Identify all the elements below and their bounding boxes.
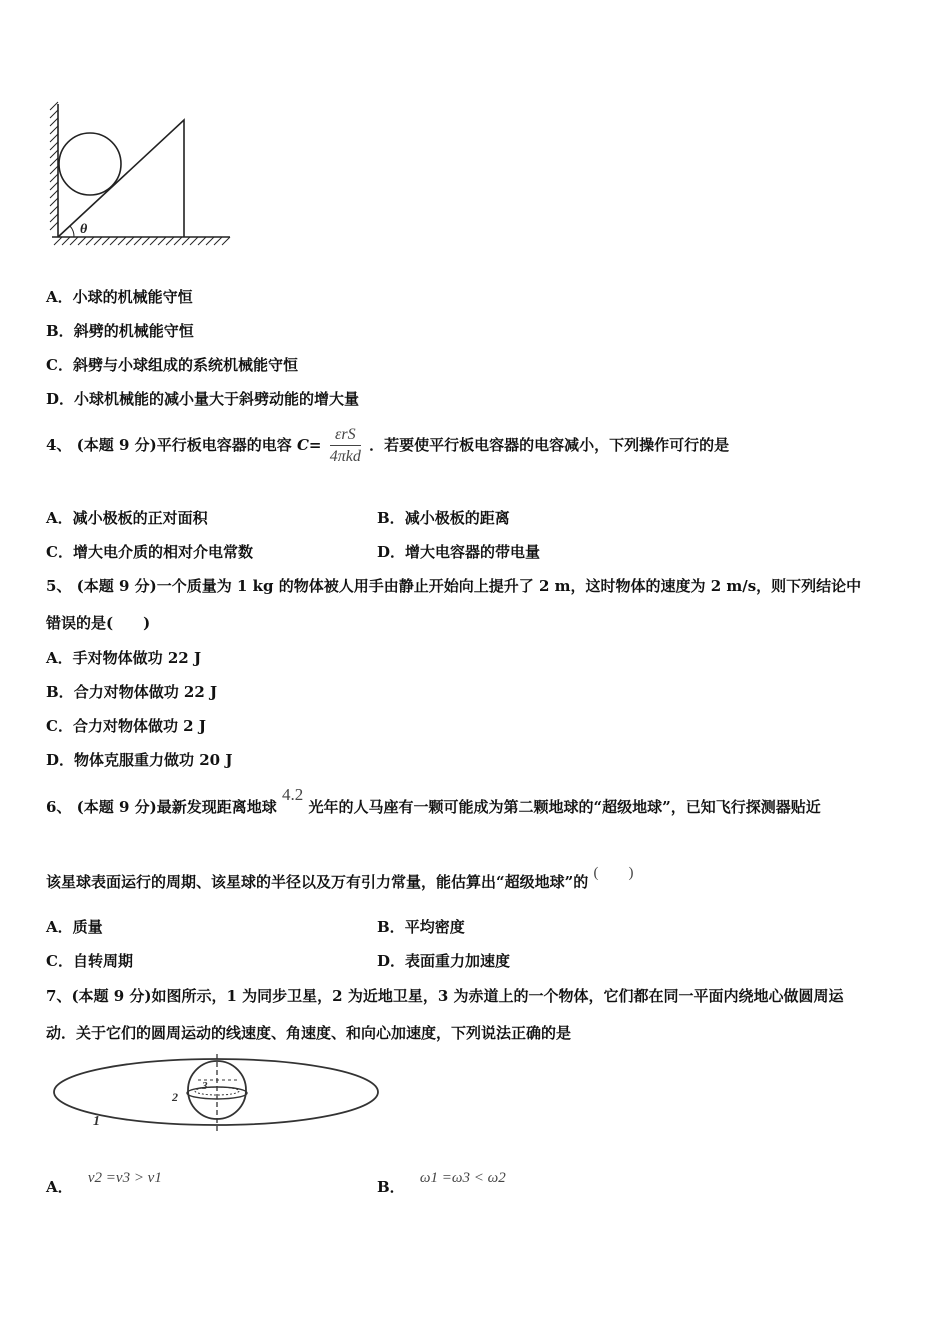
fraction-numerator: εrS [330, 426, 361, 446]
capacitance-fraction [330, 426, 361, 466]
q3-option-a: A．小球的机械能守恒 [46, 288, 193, 306]
fraction-denominator: 4πkd [329, 448, 361, 465]
q7-option-b: B． ω1 =ω3 < ω2 [377, 1170, 506, 1196]
q4-option-b: B．减小极板的距离 [377, 509, 510, 527]
q5-option-c: C．合力对物体做功 2 J [46, 717, 206, 735]
q6-stem-line2: 该星球表面运行的周期、该星球的半径以及万有引力常量，能估算出“超级地球”的 ( ) [46, 865, 634, 891]
q7-stem-line1: 7、(本题 9 分)如图所示，1 为同步卫星，2 为近地卫星，3 为赤道上的一个物体，它们都在同一平面内绕地心做圆周运 [46, 987, 844, 1005]
q3-option-d: D．小球机械能的减小量大于斜劈动能的增大量 [46, 390, 360, 408]
orbit-label-3: 3 [202, 1080, 208, 1092]
angle-label: θ [80, 222, 88, 237]
q5-stem-line2: 错误的是( ) [46, 614, 151, 632]
q3-option-c: C．斜劈与小球组成的系统机械能守恒 [46, 356, 298, 374]
q6-option-a: A．质量 [46, 918, 103, 936]
q6-option-b: B．平均密度 [377, 918, 465, 936]
angular-velocity-relation: ω1 =ω3 < ω2 [419, 1170, 506, 1186]
q5-stem-line1: 5、 (本题 9 分)一个质量为 1 kg 的物体被人用手由静止开始向上提升了 2 m，这时物体的速度为 2 m/s，则下列结论中 [46, 577, 862, 595]
q6-option-d: D．表面重力加速度 [377, 952, 511, 970]
q7-stem-line2: 动．关于它们的圆周运动的线速度、角速度、和向心加速度，下列说法正确的是 [46, 1024, 572, 1042]
orbit-label-1: 1 [93, 1114, 100, 1129]
q4-option-c: C．增大电介质的相对介电常数 [46, 543, 253, 561]
wedge-ball-figure [44, 100, 234, 250]
q3-option-b: B．斜劈的机械能守恒 [46, 322, 194, 340]
q7-option-a: A． v2 =v3 > v1 [46, 1170, 162, 1196]
q4-option-d: D．增大电容器的带电量 [377, 543, 541, 561]
formula-lhs: C= [296, 436, 322, 454]
q5-option-b: B．合力对物体做功 22 J [46, 683, 218, 701]
distance-value: 4.2 [281, 785, 304, 804]
velocity-relation: v2 =v3 > v1 [87, 1170, 162, 1186]
orbit-figure [50, 1050, 386, 1134]
q6-stem-line1: 6、 (本题 9 分)最新发现距离地球 4.2 光年的人马座有一颗可能成为第二颗地球的“超级地球”，已知飞行探测器贴近 [46, 785, 821, 816]
q5-option-a: A．手对物体做功 22 J [46, 649, 202, 667]
q4-option-a: A．减小极板的正对面积 [46, 509, 208, 527]
q4-stem: 4、 (本题 9 分)平行板电容器的电容 C= $\frac{\text{εrS}}{\text{4πkd}}$ ．若要使平行板电容器的电容减小，下列操作可行的是 [46, 426, 730, 465]
q6-option-c: C．自转周期 [46, 952, 133, 970]
orbit-label-2: 2 [172, 1090, 178, 1104]
q5-option-d: D．物体克服重力做功 20 J [46, 751, 233, 769]
